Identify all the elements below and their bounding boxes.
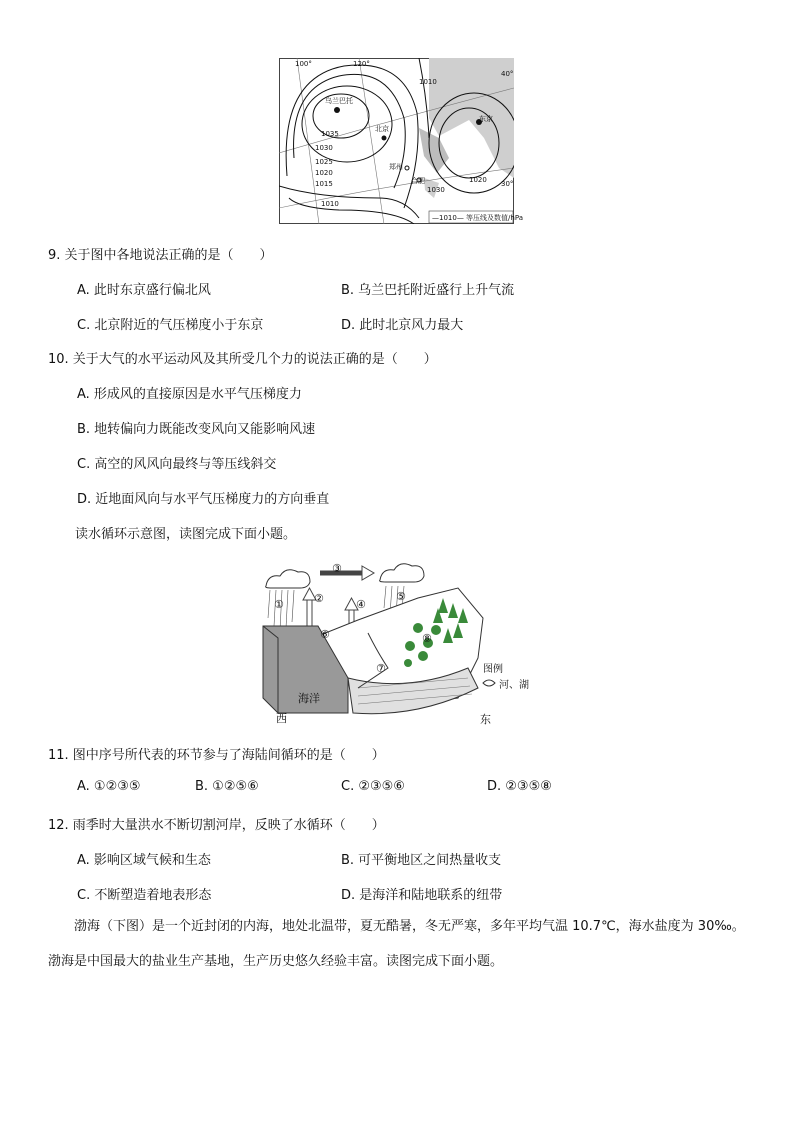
- isobar-map: [279, 58, 514, 224]
- legend-river-lake: 河、湖: [499, 680, 529, 691]
- isobar-map-figure: [279, 58, 524, 224]
- legend-title: 图例: [483, 664, 503, 675]
- isobar-1030-east: 1030: [427, 186, 445, 194]
- q10-option-d: D. 近地面风向与水平气压梯度力的方向垂直: [77, 492, 330, 507]
- water-cycle-intro: 读水循环示意图，读图完成下面小题。: [75, 527, 297, 542]
- q11-option-a: A. ①②③⑤: [77, 779, 141, 794]
- q12-option-b: B. 可平衡地区之间热量收支: [341, 853, 502, 868]
- q10-stem: 10. 关于大气的水平运动风及其所受几个力的说法正确的是（ ）: [48, 352, 437, 367]
- q12-option-d: D. 是海洋和陆地联系的纽带: [341, 888, 503, 903]
- num-8: ⑧: [422, 632, 432, 645]
- city-hefei: 合肥: [411, 177, 425, 185]
- q10-option-c: C. 高空的风风向最终与等压线斜交: [77, 457, 277, 472]
- num-2: ②: [314, 592, 324, 605]
- city-zhengzhou: 郑州: [389, 163, 403, 171]
- q11-option-d: D. ②③⑤⑧: [487, 779, 552, 794]
- q9-option-a: A. 此时东京盛行偏北风: [77, 283, 211, 298]
- q12-option-c: C. 不断塑造着地表形态: [77, 888, 212, 903]
- q9-option-c: C. 北京附近的气压梯度小于东京: [77, 318, 264, 333]
- ocean-label: 海洋: [298, 692, 320, 705]
- num-1: ①: [274, 598, 284, 611]
- q9-stem: 9. 关于图中各地说法正确的是（ ）: [48, 248, 273, 263]
- q11-option-c: C. ②③⑤⑥: [341, 779, 405, 794]
- city-beijing: 北京: [375, 125, 389, 133]
- city-ulaanbaatar: 乌兰巴托: [325, 97, 353, 105]
- q12-stem: 12. 雨季时大量洪水不断切割河岸，反映了水循环（ ）: [48, 818, 385, 833]
- city-tokyo: 东京: [479, 115, 493, 123]
- isobar-1015: 1015: [315, 180, 333, 188]
- num-7: ⑦: [376, 662, 386, 675]
- east-label: 东: [480, 713, 491, 726]
- west-label: 西: [276, 712, 287, 725]
- isobar-1020: 1020: [315, 169, 333, 177]
- water-cycle-figure: [258, 558, 543, 728]
- isobar-1030: 1030: [315, 144, 333, 152]
- isobar-1020-low: 1020: [469, 176, 487, 184]
- lon-label-100: 100°: [295, 60, 312, 68]
- isobar-1035: 1035: [321, 130, 339, 138]
- q12-option-a: A. 影响区域气候和生态: [77, 853, 211, 868]
- q10-option-b: B. 地转偏向力既能改变风向又能影响风速: [77, 422, 316, 437]
- lat-label-40: 40°: [501, 70, 514, 78]
- bohai-paragraph: 渤海（下图）是一个近封闭的内海，地处北温带，夏无酷暑，冬无严寒，多年平均气温 10.7℃，海水盐度为 30‰。渤海是中国最大的盐业生产基地，生产历史悠久经验丰富。读图完成下面小题。: [48, 919, 745, 969]
- isobar-1025: 1025: [315, 158, 333, 166]
- q9-option-d: D. 此时北京风力最大: [341, 318, 464, 333]
- num-5: ⑤: [396, 590, 406, 603]
- isobar-1010-low: 1010: [419, 78, 437, 86]
- map-legend: —1010— 等压线及数值/hPa: [432, 214, 524, 222]
- num-4: ④: [356, 598, 366, 611]
- lon-label-120: 120°: [353, 60, 370, 68]
- lat-label-30: 30°: [501, 180, 514, 188]
- q10-option-a: A. 形成风的直接原因是水平气压梯度力: [77, 387, 302, 402]
- isobar-1010: 1010: [321, 200, 339, 208]
- q11-stem: 11. 图中序号所代表的环节参与了海陆间循环的是（ ）: [48, 748, 385, 763]
- num-3: ③: [332, 562, 342, 575]
- q11-option-b: B. ①②⑤⑥: [195, 779, 259, 794]
- num-6: ⑥: [320, 628, 330, 641]
- q9-option-b: B. 乌兰巴托附近盛行上升气流: [341, 283, 515, 298]
